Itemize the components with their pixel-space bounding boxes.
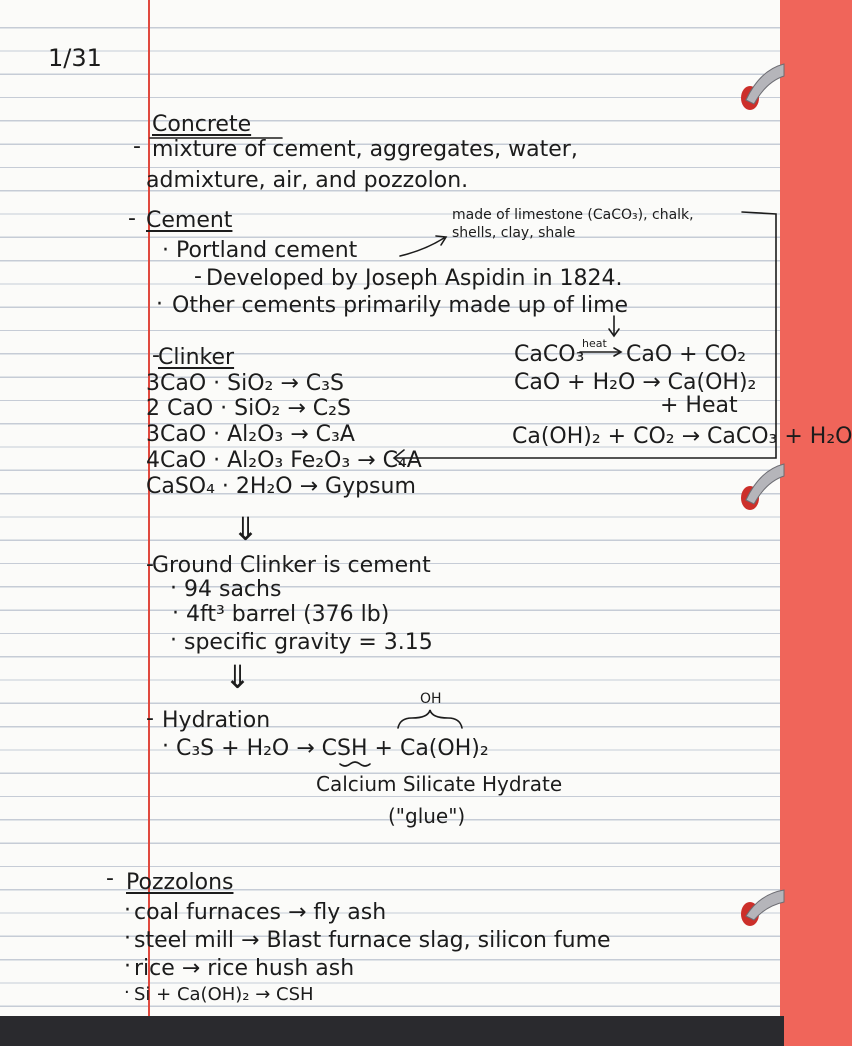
pozzolons-bullet-2: · <box>124 926 131 951</box>
concrete-heading: Concrete <box>152 112 252 137</box>
clinker-row-2: 2 CaO · SiO₂ → C₂S <box>146 396 351 421</box>
ground-bullet-3: · <box>170 628 177 653</box>
desk-surface <box>0 1016 784 1046</box>
date-label: 1/31 <box>48 44 102 72</box>
concrete-dash: - <box>133 134 141 159</box>
binder-ring-icon <box>740 460 784 520</box>
concrete-definition-line-2: admixture, air, and pozzolon. <box>146 168 469 193</box>
reaction-3: Ca(OH)₂ + CO₂ → CaCO₃ + H₂O <box>512 424 852 449</box>
binder-ring-icon <box>740 880 784 940</box>
pozzolons-heading: Pozzolons <box>126 870 234 895</box>
binder-ring-icon <box>740 60 784 120</box>
other-cements: Other cements primarily made up of lime <box>172 293 629 318</box>
pozzolons-item-4: Si + Ca(OH)₂ → CSH <box>134 984 314 1005</box>
ground-item-2: 4ft³ barrel (376 lb) <box>186 602 390 627</box>
developed-by: Developed by Joseph Aspidin in 1824. <box>206 266 623 291</box>
cement-dash: - <box>128 206 136 231</box>
oh-brace-icon <box>398 710 462 728</box>
pozzolons-item-2: steel mill → Blast furnace slag, silicon fume <box>134 928 611 953</box>
clinker-row-5: CaSO₄ · 2H₂O → Gypsum <box>146 474 416 499</box>
csh-wavy-underline-icon <box>340 762 370 766</box>
pozzolons-bullet-1: · <box>124 898 131 923</box>
down-arrow-1: ⇓ <box>232 510 259 548</box>
pozzolons-dash: - <box>106 866 114 891</box>
clinker-row-4: 4CaO · Al₂O₃ Fe₂O₃ → C₄A <box>146 448 422 473</box>
portland-cement: Portland cement <box>176 238 358 263</box>
hydration-bullet: · <box>162 734 169 759</box>
portland-bullet: · <box>162 238 169 263</box>
ground-item-1: 94 sachs <box>184 577 282 602</box>
portland-made-of-line-2: shells, clay, shale <box>452 225 576 241</box>
ground-clinker-heading: Ground Clinker is cement <box>152 553 431 578</box>
reaction-2: CaO + H₂O → Ca(OH)₂ <box>514 370 757 395</box>
hydration-oh-label: OH <box>420 691 442 707</box>
csh-name: Calcium Silicate Hydrate <box>316 772 563 796</box>
portland-arrow-icon <box>400 238 444 256</box>
ground-item-3: specific gravity = 3.15 <box>184 630 433 655</box>
pozzolons-item-3: rice → rice hush ash <box>134 956 355 981</box>
reaction-1-heat: heat <box>582 337 607 350</box>
portland-made-of-line-1: made of limestone (CaCO₃), chalk, <box>452 207 694 223</box>
cement-heading: Cement <box>146 208 233 233</box>
pozzolons-bullet-4: · <box>124 982 130 1003</box>
down-arrow-2: ⇓ <box>224 658 251 696</box>
clinker-row-3: 3CaO · Al₂O₃ → C₃A <box>146 422 355 447</box>
developed-dash: - <box>194 264 202 289</box>
other-cements-bullet: · <box>156 292 163 317</box>
reaction-2-heat: + Heat <box>660 393 738 418</box>
ground-dash: - <box>146 552 154 577</box>
csh-glue: ("glue") <box>388 804 466 828</box>
bracket-line-icon <box>396 212 776 458</box>
reaction-1-products: CaO + CO₂ <box>626 342 747 367</box>
hydration-dash: - <box>146 706 154 731</box>
clinker-dash: - <box>152 343 160 368</box>
ground-bullet-2: · <box>172 601 179 626</box>
pozzolons-bullet-3: · <box>124 954 131 979</box>
hydration-heading: Hydration <box>162 708 271 733</box>
pozzolons-item-1: coal furnaces → fly ash <box>134 900 387 925</box>
reaction-1-reactant: CaCO₃ <box>514 342 585 367</box>
clinker-heading: Clinker <box>158 345 235 370</box>
clinker-row-1: 3CaO · SiO₂ → C₃S <box>146 371 344 396</box>
hydration-equation: C₃S + H₂O → CSH + Ca(OH)₂ <box>176 736 489 761</box>
concrete-definition-line-1: mixture of cement, aggregates, water, <box>152 137 578 162</box>
ground-bullet-1: · <box>170 576 177 601</box>
